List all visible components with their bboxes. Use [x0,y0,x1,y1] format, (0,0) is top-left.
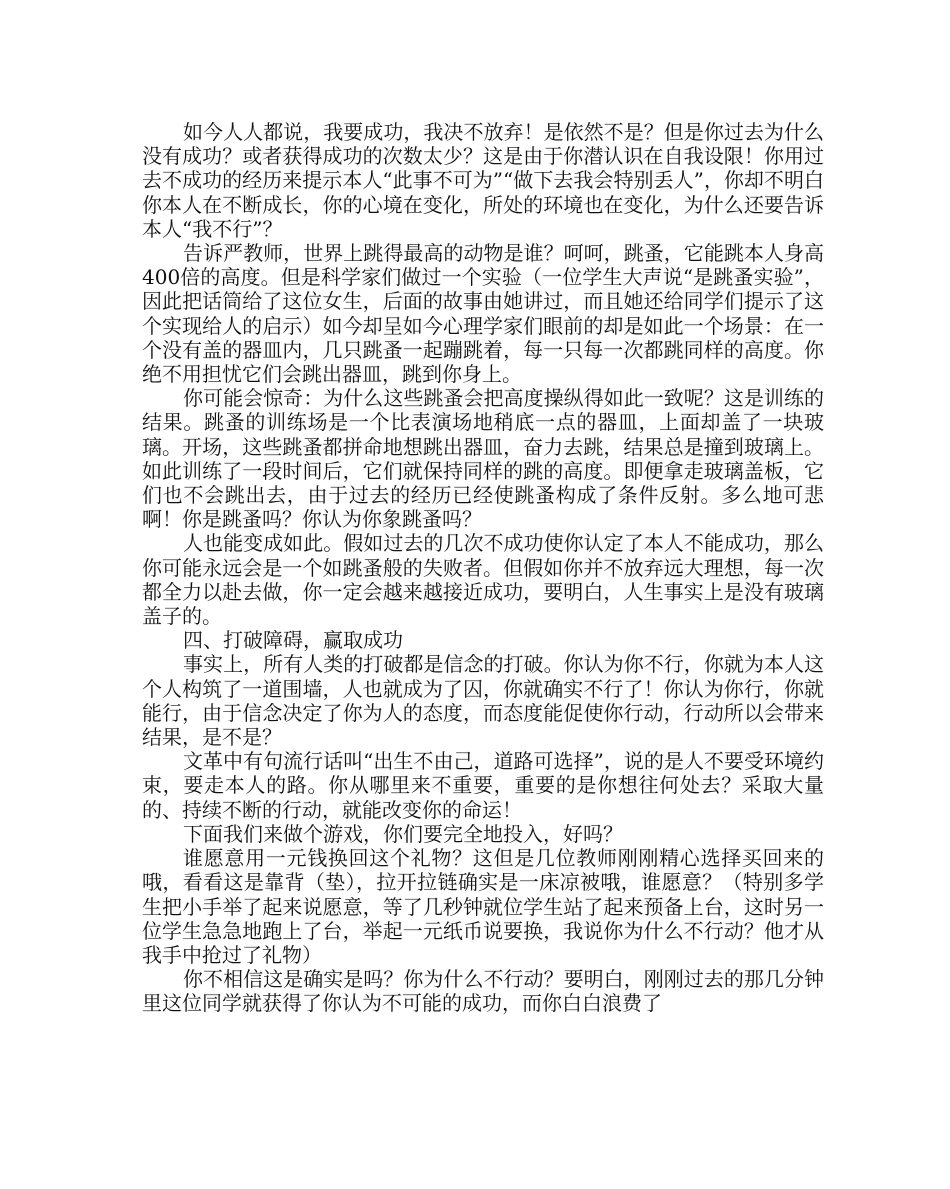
paragraph-7: 下面我们来做个游戏，你们要完全地投入，好吗？ [183,821,623,846]
document-body [142,120,824,1016]
paragraph-4: 人也能变成如此。假如过去的几次不成功使你认定了本人不能成功，那么你可能永远会是一个如跳蚤般的失败者。但假如你并不放弃远大理想，每一次都全力以赴去做，你一定会越来越接近成功，要明白，人生事实上是没有玻璃盖子的。 [142,531,824,629]
paragraph-9: 你不相信这是确实是吗？你为什么不行动？要明白，刚刚过去的那几分钟里这位同学就获得了你认为不可能的成功，而你白白浪费了 [142,967,824,1016]
paragraph-5: 事实上，所有人类的打破都是信念的打破。你认为你不行，你就为本人这个人构筑了一道围墙，人也就成为了囚，你就确实不行了！你认为你行，你就能行，由于信念决定了你为人的态度，而态度能促使你行动，行动所以会带来结果，是不是？ [142,652,824,750]
paragraph-6: 文革中有句流行话叫“出生不由己，道路可选择”，说的是人不要受环境约束，要走本人的路。你从哪里来不重要，重要的是你想往何处去？采取大量的、持续不断的行动，就能改变你的命运！ [142,749,824,822]
paragraph-2: 告诉严教师，世界上跳得最高的动物是谁？呵呵，跳蚤，它能跳本人身高400倍的高度。但是科学家们做过一个实验（一位学生大声说“是跳蚤实验”，因此把话筒给了这位女生，后面的故事由她讲过，而且她还给同学们提示了这个实现给人的启示）如今却呈如今心理学家们眼前的却是如此一个场景：在一个没有盖的器皿内，几只跳蚤一起蹦跳着，每一只每一次都跳同样的高度。你绝不用担忧它们会跳出器皿，跳到你身上。 [142,241,824,387]
paragraph-8: 谁愿意用一元钱换回这个礼物？这但是几位教师刚刚精心选择买回来的哦，看看这是靠背（垫），拉开拉链确实是一床凉被哦，谁愿意？（特别多学生把小手举了起来说愿意，等了几秒钟就位学生站了起来预备上台，这时另一位学生急急地跑上了台，举起一元纸币说要换，我说你为什么不行动？他才从我手中抢过了礼物） [142,846,824,967]
paragraph-1: 如今人人都说，我要成功，我决不放弃！是依然不是？但是你过去为什么没有成功？或者获得成功的次数太少？这是由于你潜认识在自我设限！你用过去不成功的经历来提示本人“此事不可为”“做下去我会特别丢人”，你却不明白你本人在不断成长，你的心境在变化，所处的环境也在变化，为什么还要告诉本人“我不行”？ [142,120,824,241]
section-heading: 四、打破障碍，赢取成功 [183,628,403,653]
paragraph-3: 你可能会惊奇：为什么这些跳蚤会把高度操纵得如此一致呢？这是训练的结果。跳蚤的训练场是一个比表演场地稍底一点的器皿，上面却盖了一块玻璃。开场，这些跳蚤都拼命地想跳出器皿，奋力去跳，结果总是撞到玻璃上。如此训练了一段时间后，它们就保持同样的跳的高度。即便拿走玻璃盖板，它们也不会跳出去，由于过去的经历已经使跳蚤构成了条件反射。多么地可悲啊！你是跳蚤吗？你认为你象跳蚤吗？ [142,386,824,532]
